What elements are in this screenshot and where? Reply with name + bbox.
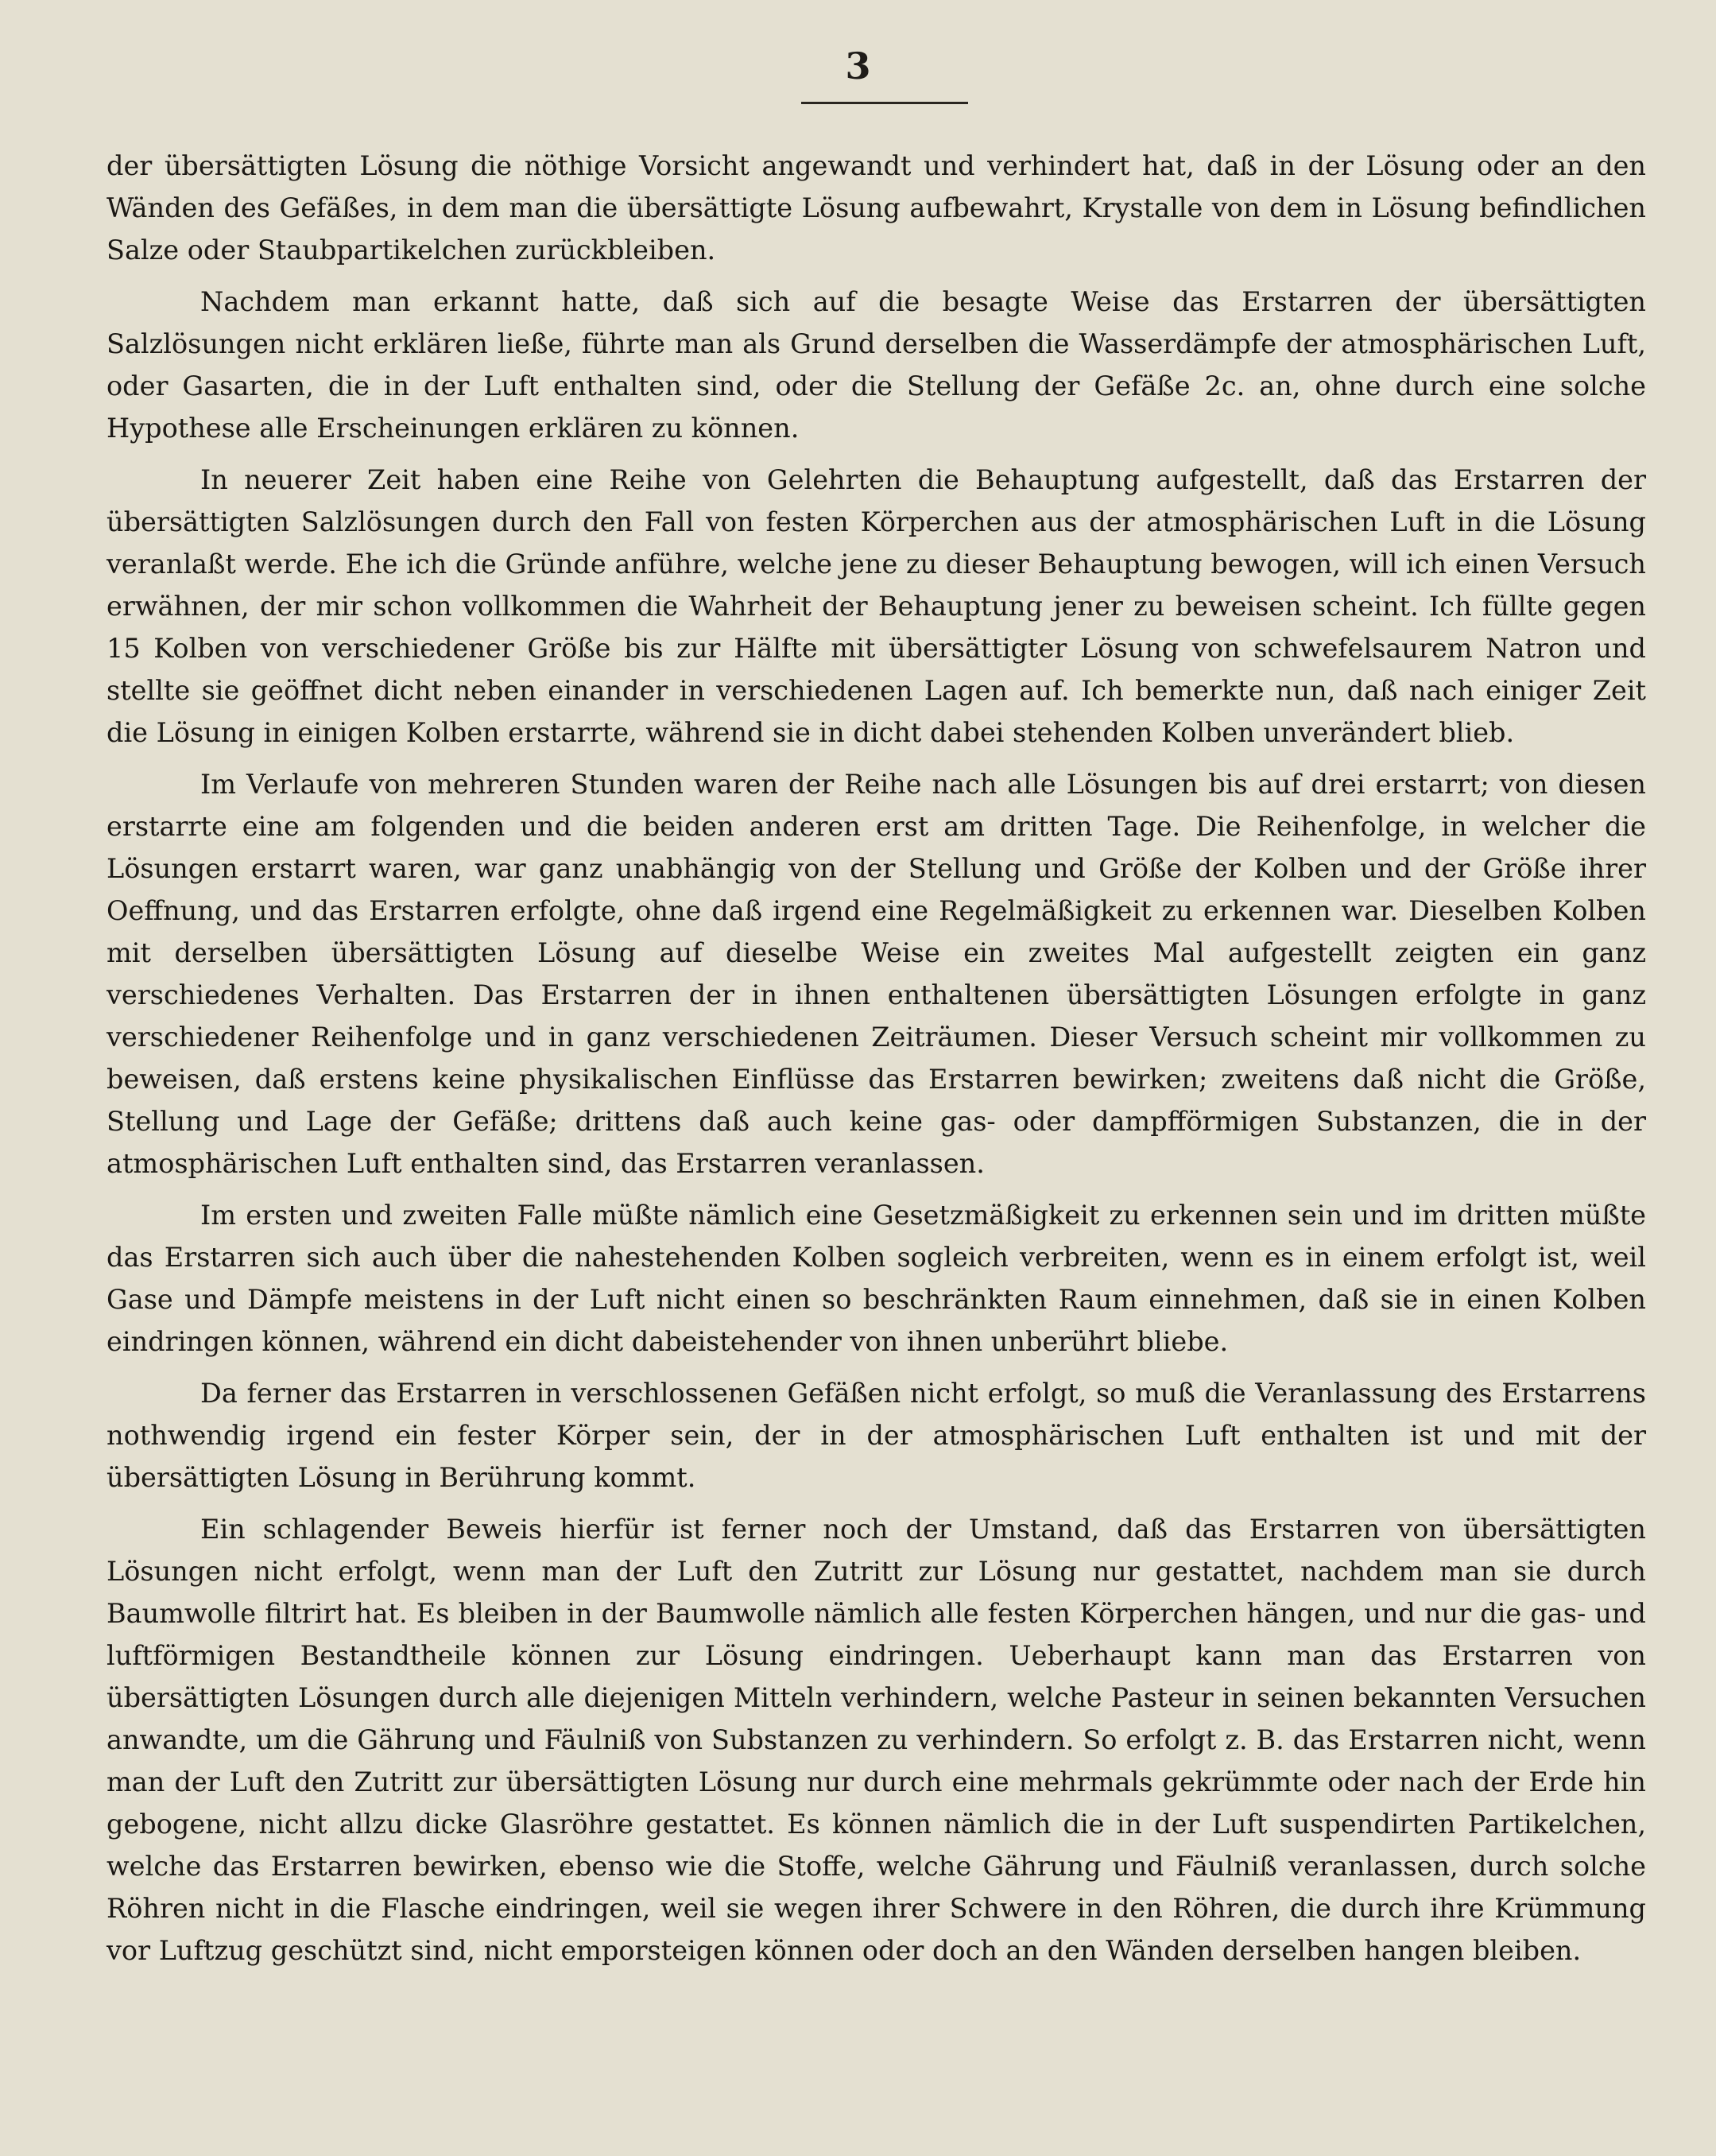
header-rule (801, 102, 968, 104)
paragraph-6: Da ferner das Erstarren in verschlossenen Gefäßen nicht erfolgt, so muß die Veranlassung des Erstarrens nothwendig irgend ein fester Körper sein, der in der atmosphärischen Luft enthalten ist und mit der übersättigten Lösung in Berührung kommt. (107, 1378, 1646, 1493)
paragraph-4: Im Verlaufe von mehreren Stunden waren der Reihe nach alle Lösungen bis auf drei erstarrt; von diesen erstarrte eine am folgenden und die beiden anderen erst am dritten Tage. Die Reihenfolge, in welcher die Lösungen erstarrt waren, war ganz unabhängig von der Stellung und Größe der Kolben und der Größe ihrer Oeffnung, und das Erstarren erfolgte, ohne daß irgend eine Regelmäßigkeit zu erkennen war. Dieselben Kolben mit derselben übersättigten Lösung auf dieselbe Weise ein zweites Mal aufgestellt zeigten ein ganz verschiedenes Verhalten. Das Erstarren der in ihnen enthaltenen übersättigten Lösungen erfolgte in ganz verschiedener Reihenfolge und in ganz verschiedenen Zeiträumen. Dieser Versuch scheint mir vollkommen zu beweisen, daß erstens keine physikalischen Einflüsse das Erstarren bewirken; zweitens daß nicht die Größe, Stellung und Lage der Gefäße; drittens daß auch keine gas- oder dampfförmigen Substanzen, die in der atmosphärischen Luft enthalten sind, das Erstarren veranlassen. (107, 769, 1646, 1179)
paragraph-5: Im ersten und zweiten Falle müßte nämlich eine Gesetzmäßigkeit zu erkennen sein und im dritten müßte das Erstarren sich auch über die nahestehenden Kolben sogleich verbreiten, wenn es in einem erfolgt ist, weil Gase und Dämpfe meistens in der Luft nicht einen so beschränkten Raum einnehmen, daß sie in einen Kolben eindringen können, während ein dicht dabeistehender von ihnen unberührt bliebe. (107, 1200, 1646, 1357)
body-text (107, 145, 1646, 1981)
paragraph-2: Nachdem man erkannt hatte, daß sich auf die besagte Weise das Erstarren der übersättigten Salzlösungen nicht erklären ließe, führte man als Grund derselben die Wasserdämpfe der atmosphärischen Luft, oder Gasarten, die in der Luft enthalten sind, oder die Stellung der Gefäße 2c. an, ohne durch eine solche Hypothese alle Erscheinungen erklären zu können. (107, 286, 1646, 444)
page-number: 3 (845, 45, 871, 87)
paragraph-7: Ein schlagender Beweis hierfür ist ferner noch der Umstand, daß das Erstarren von übersättigten Lösungen nicht erfolgt, wenn man der Luft den Zutritt zur Lösung nur gestattet, nachdem man sie durch Baumwolle filtrirt hat. Es bleiben in der Baumwolle nämlich alle festen Körperchen hängen, und nur die gas- und luftförmigen Bestandtheile können zur Lösung eindringen. Ueberhaupt kann man das Erstarren von übersättigten Lösungen durch alle diejenigen Mitteln verhindern, welche Pasteur in seinen bekannten Versuchen anwandte, um die Gährung und Fäulniß von Substanzen zu verhindern. So erfolgt z. B. das Erstarren nicht, wenn man der Luft den Zutritt zur übersättigten Lösung nur durch eine mehrmals gekrümmte oder nach der Erde hin gebogene, nicht allzu dicke Glasröhre gestattet. Es können nämlich die in der Luft suspendirten Partikelchen, welche das Erstarren bewirken, ebenso wie die Stoffe, welche Gährung und Fäulniß veranlassen, durch solche Röhren nicht in die Flasche eindringen, weil sie wegen ihrer Schwere in den Röhren, die durch ihre Krümmung vor Luftzug geschützt sind, nicht emporsteigen können oder doch an den Wänden derselben hangen bleiben. (107, 1514, 1646, 1966)
paragraph-3: In neuerer Zeit haben eine Reihe von Gelehrten die Behauptung aufgestellt, daß das Erstarren der übersättigten Salzlösungen durch den Fall von festen Körperchen aus der atmosphärischen Luft in die Lösung veranlaßt werde. Ehe ich die Gründe anführe, welche jene zu dieser Behauptung bewogen, will ich einen Versuch erwähnen, der mir schon vollkommen die Wahrheit der Behauptung jener zu beweisen scheint. Ich füllte gegen 15 Kolben von verschiedener Größe bis zur Hälfte mit übersättigter Lösung von schwefelsaurem Natron und stellte sie geöffnet dicht neben einander in verschiedenen Lagen auf. Ich bemerkte nun, daß nach einiger Zeit die Lösung in einigen Kolben erstarrte, während sie in dicht dabei stehenden Kolben unverändert blieb. (107, 464, 1646, 748)
paragraph-1: der übersättigten Lösung die nöthige Vorsicht angewandt und verhindert hat, daß in der Lösung oder an den Wänden des Gefäßes, in dem man die übersättigte Lösung aufbewahrt, Krystalle von dem in Lösung befindlichen Salze oder Staubpartikelchen zurückbleiben. (107, 150, 1646, 266)
